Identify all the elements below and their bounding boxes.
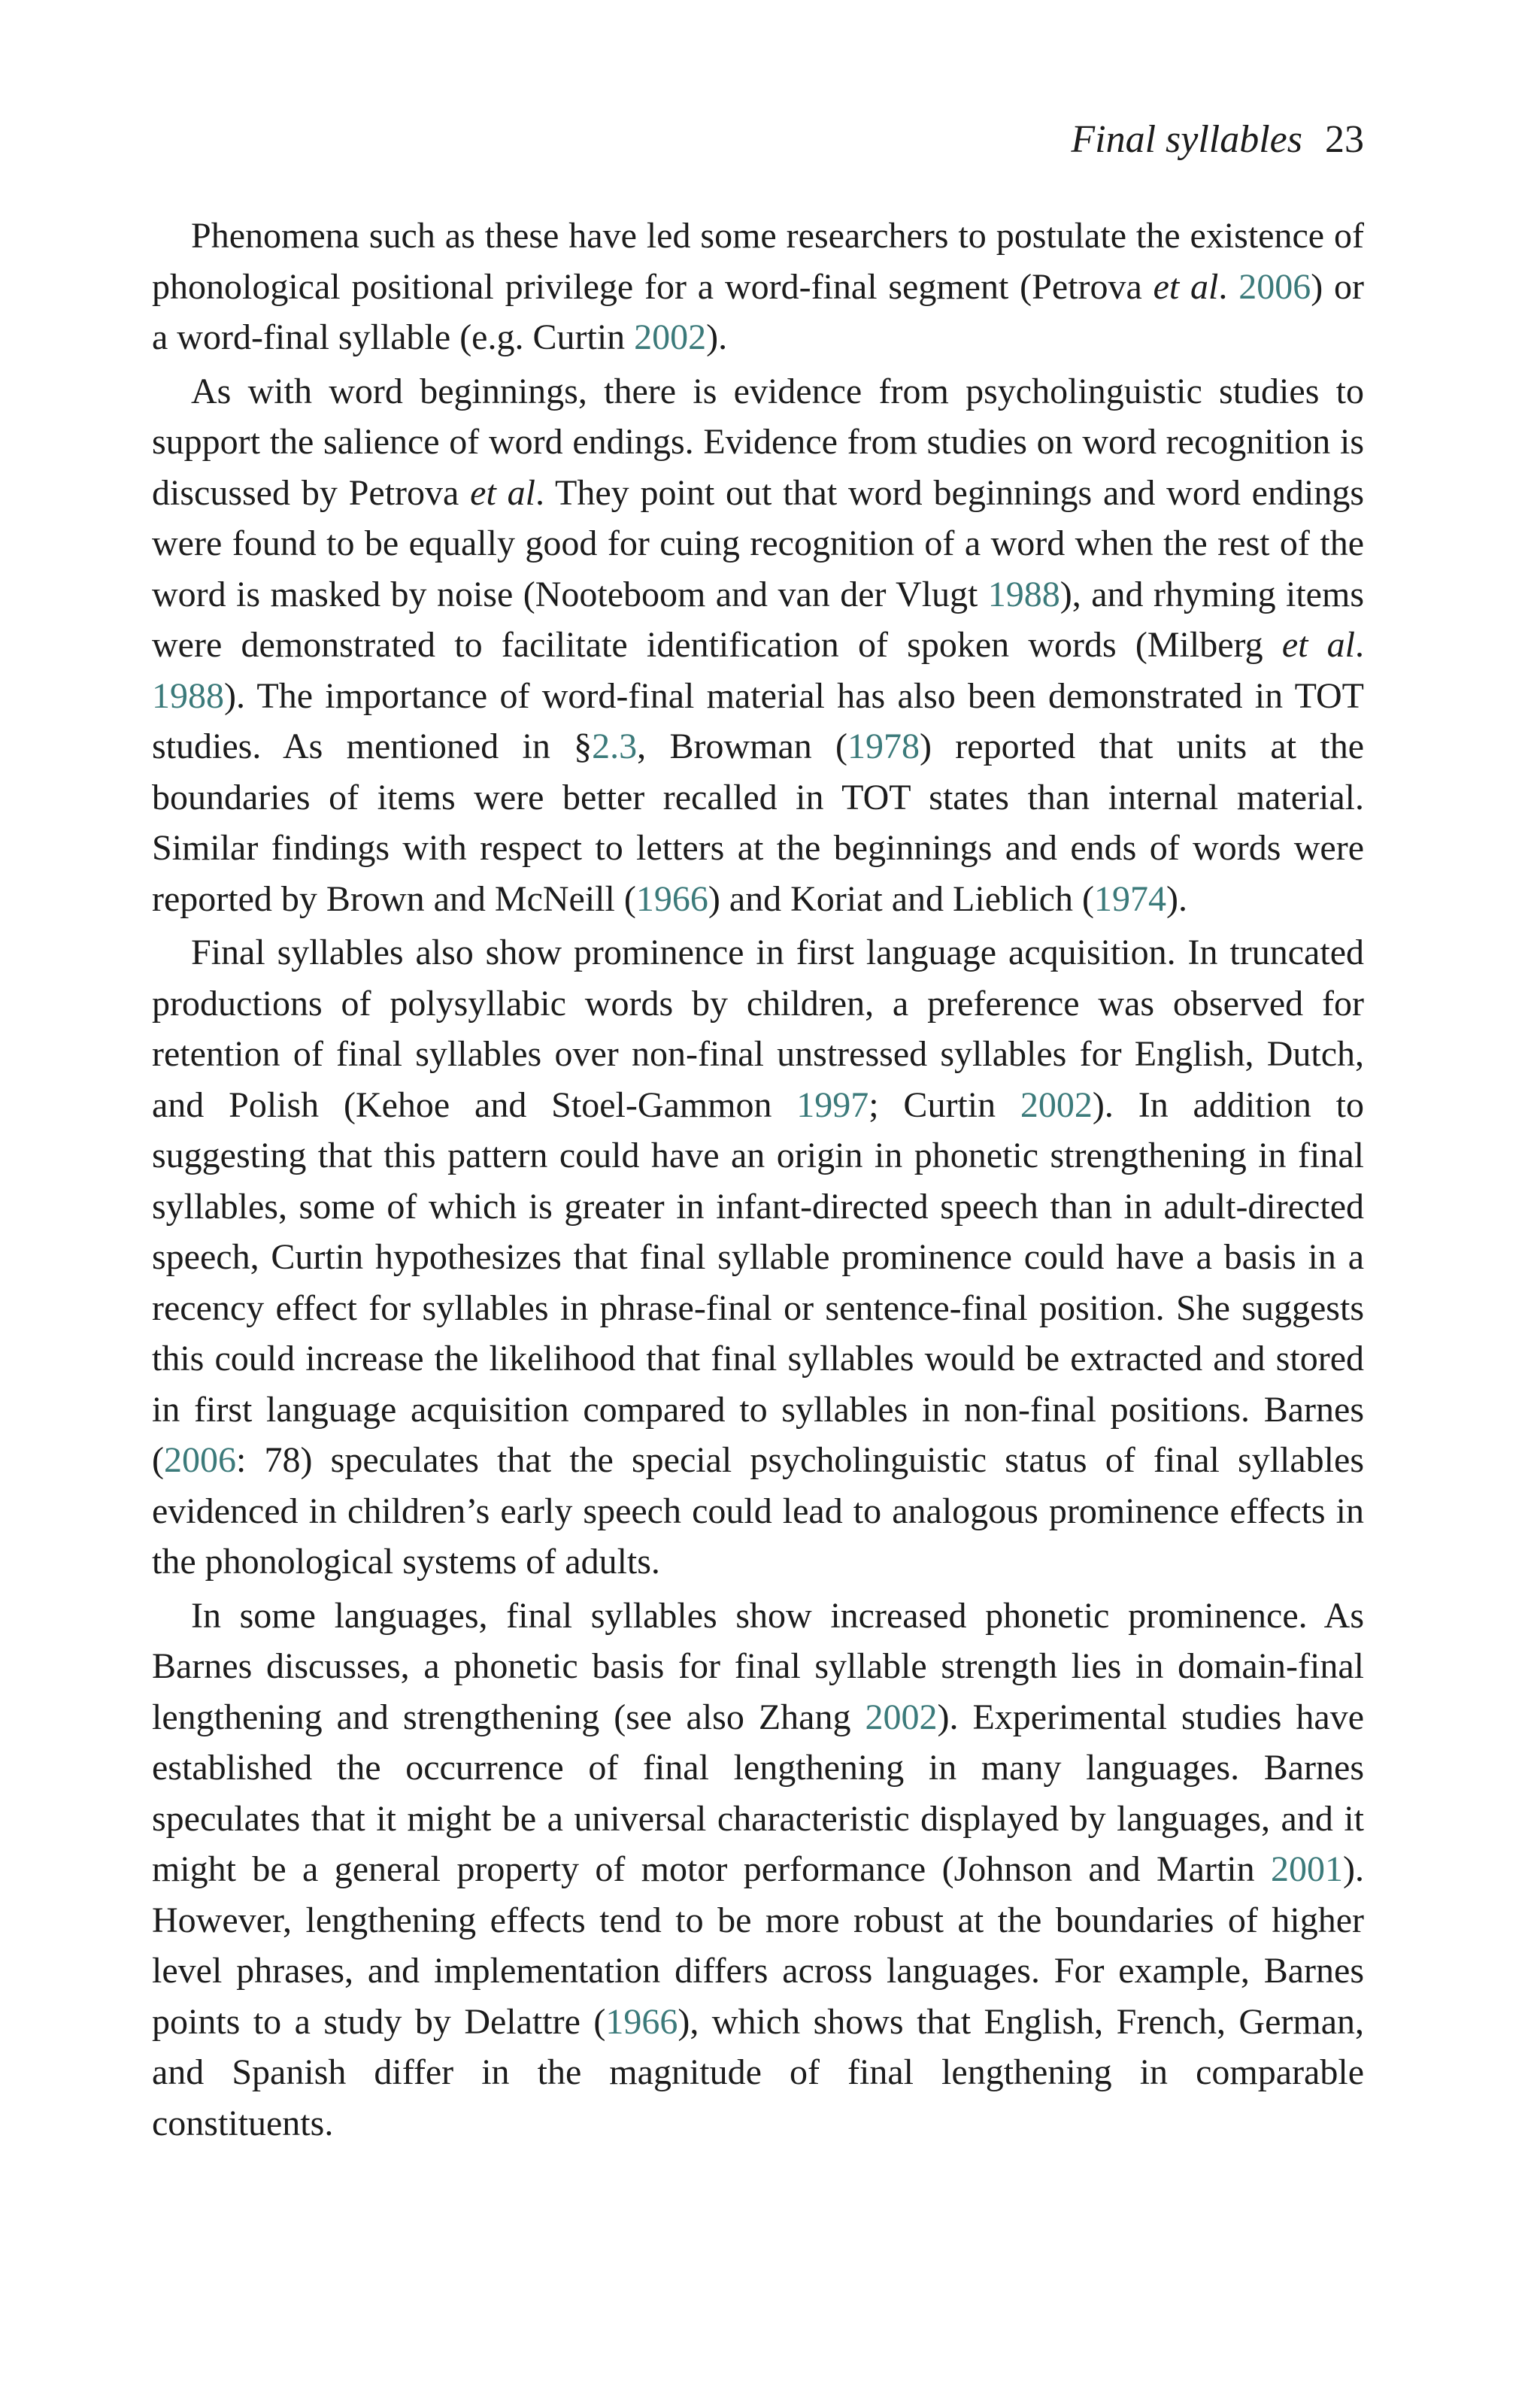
paragraph bbox=[152, 927, 1364, 1588]
text-run: . They point out that word beginnings and word endings were found to be equally good for cuing recognition of a word when the rest of the word is masked by noise (Nooteboom and van der Vlugt bbox=[152, 472, 1365, 614]
text-run: ). bbox=[1166, 878, 1187, 919]
citation-link[interactable]: 1974 bbox=[1093, 878, 1166, 919]
text-run: . bbox=[1218, 266, 1239, 307]
text-run: ), and rhyming items were demonstrated to facilitate identification of spoken words (Milberg bbox=[152, 574, 1364, 665]
text-run: ) or a word-final syllable (e.g. Curtin bbox=[152, 266, 1365, 357]
paragraph bbox=[152, 211, 1364, 363]
italic-text: et al bbox=[1153, 266, 1219, 307]
citation-link[interactable]: 2006 bbox=[163, 1440, 236, 1480]
text-run: ). Experimental studies have established the occurrence of final lengthening in many languages. Barnes speculates that it might be a universal characteristic displayed by languages, and it might be a general property of motor performance (Johnson and Martin bbox=[152, 1697, 1365, 1889]
text-run: . bbox=[1355, 625, 1365, 665]
text-run: ). In addition to suggesting that this pattern could have an origin in phonetic strengthening in final syllables, some of which is greater in infant-directed speech than in adult-directed speech, Curtin hypothesizes that final syllable prominence could have a basis in a recency effect for syllables in phrase-final or sentence-final position. She suggests this could increase the likelihood that final syllables would be extracted and stored in first language acquisition compared to syllables in non-final positions. Barnes ( bbox=[152, 1084, 1364, 1480]
citation-link[interactable]: 1978 bbox=[847, 726, 920, 766]
paragraph bbox=[152, 1591, 1364, 2149]
text-run: , Browman ( bbox=[637, 726, 848, 766]
citation-link[interactable]: 2002 bbox=[634, 317, 707, 357]
citation-link[interactable]: 1988 bbox=[987, 574, 1060, 614]
text-run: ). However, lengthening effects tend to be more robust at the boundaries of higher level phrases, and implementation differs across languages. For example, Barnes points to a study by Delattre ( bbox=[152, 1849, 1364, 2042]
citation-link[interactable]: 1997 bbox=[796, 1084, 869, 1125]
citation-link[interactable]: 1988 bbox=[152, 675, 224, 716]
running-head-title: Final syllables bbox=[1071, 118, 1302, 161]
text-run: ), which shows that English, French, German, and Spanish differ in the magnitude of final lengthening in comparable constituents. bbox=[152, 2001, 1364, 2143]
italic-text: et al bbox=[470, 472, 536, 513]
citation-link[interactable]: 2002 bbox=[865, 1697, 938, 1737]
text-run: In some languages, final syllables show increased phonetic prominence. As Barnes discusses, a phonetic basis for final syllable strength lies in domain-final lengthening and strengthening (see also Zhang bbox=[152, 1595, 1364, 1737]
body-text bbox=[152, 211, 1364, 2152]
italic-text: et al bbox=[1281, 625, 1356, 665]
text-run: ). The importance of word-final material has also been demonstrated in TOT studies. As mentioned in § bbox=[152, 675, 1364, 766]
citation-link[interactable]: 2006 bbox=[1238, 266, 1311, 307]
page-number: 23 bbox=[1325, 118, 1364, 161]
paragraph bbox=[152, 366, 1364, 925]
running-head bbox=[1071, 113, 1364, 167]
text-run: ). bbox=[706, 317, 728, 357]
text-run: ; Curtin bbox=[869, 1084, 1020, 1125]
text-run: ) reported that units at the boundaries of items were better recalled in TOT states than internal material. Similar findings with respect to letters at the beginnings and ends of words were reported by Brown and McNeill ( bbox=[152, 726, 1364, 919]
citation-link[interactable]: 2.3 bbox=[592, 726, 638, 766]
text-run: Final syllables also show prominence in first language acquisition. In truncated productions of polysyllabic words by children, a preference was observed for retention of final syllables over non-final unstressed syllables for English, Dutch, and Polish (Kehoe and Stoel-Gammon bbox=[152, 933, 1364, 1125]
text-run: : 78) speculates that the special psycholinguistic status of final syllables evidenced in children’s early speech could lead to analogous prominence effects in the phonological systems of adults. bbox=[152, 1440, 1364, 1582]
text-run: ) and Koriat and Lieblich ( bbox=[708, 878, 1094, 919]
citation-link[interactable]: 2002 bbox=[1020, 1084, 1093, 1125]
text-run: As with word beginnings, there is evidence from psycholinguistic studies to support the salience of word endings. Evidence from studies on word recognition is discussed by Petrova bbox=[152, 371, 1364, 513]
citation-link[interactable]: 2001 bbox=[1271, 1849, 1344, 1889]
text-run: Phenomena such as these have led some researchers to postulate the existence of phonological positional privilege for a word-final segment (Petrova bbox=[152, 216, 1364, 307]
citation-link[interactable]: 1966 bbox=[605, 2001, 678, 2042]
citation-link[interactable]: 1966 bbox=[635, 878, 708, 919]
